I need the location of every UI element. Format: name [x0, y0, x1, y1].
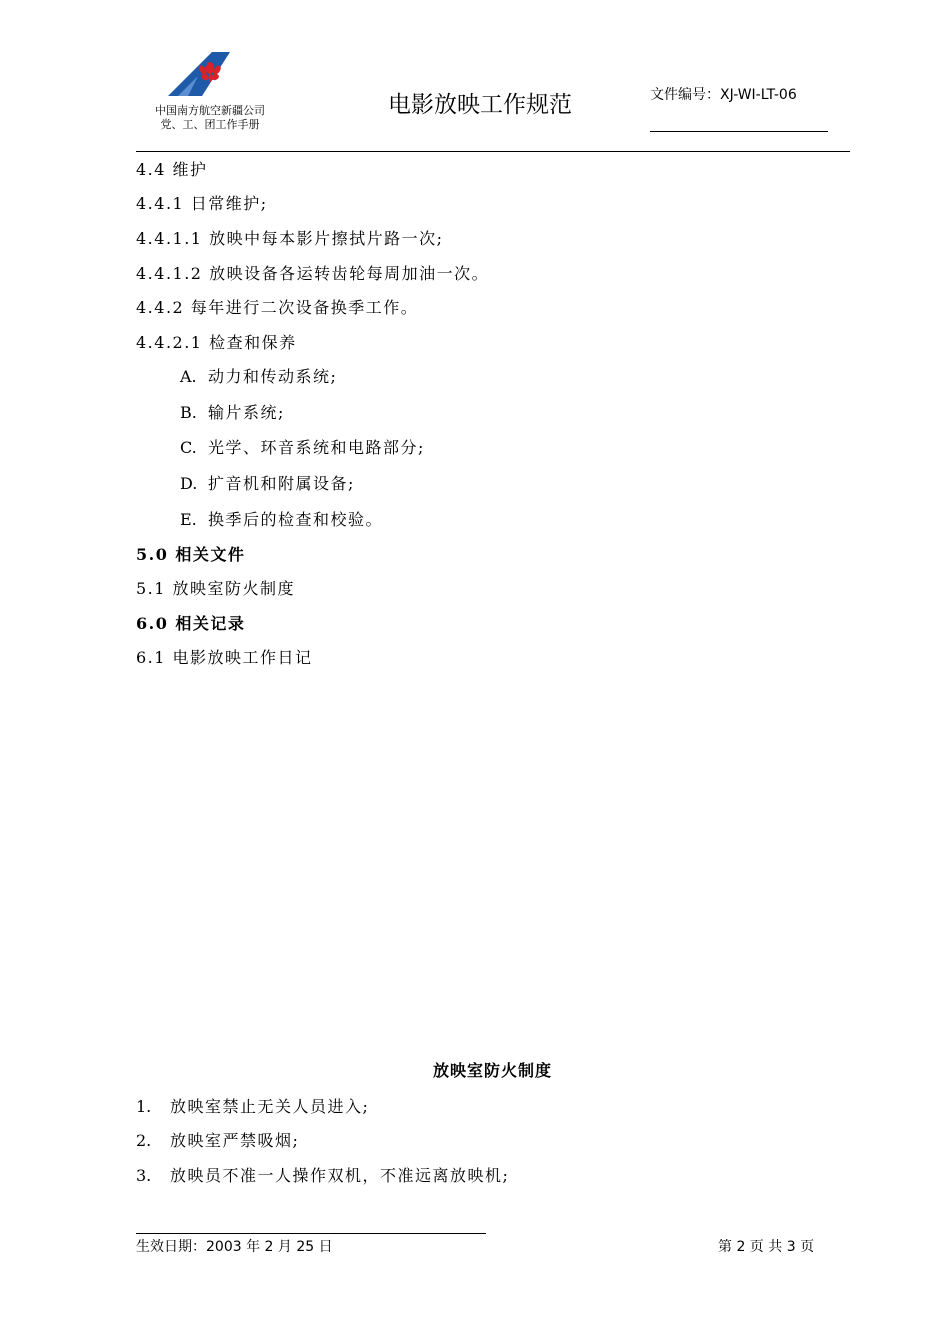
section-6-1: 6.1 电影放映工作日记 — [136, 648, 313, 667]
section-5-heading: 5.0 相关文件 — [136, 545, 246, 564]
company-name — [140, 104, 280, 132]
section-5-1: 5.1 放映室防火制度 — [136, 579, 296, 598]
list-item — [180, 507, 383, 530]
section-4-4-1-1: 4.4.1.1 放映中每本影片擦拭片路一次; — [136, 229, 444, 248]
list-item-key: 1. — [136, 1097, 152, 1116]
effective-date: 生效日期：2003 年 2 月 25 日 — [136, 1239, 333, 1255]
list-item-key: A. — [180, 367, 197, 386]
list-item-key: D. — [180, 474, 198, 493]
list-item — [136, 1163, 509, 1186]
list-item-text: 放映室严禁吸烟; — [170, 1131, 300, 1150]
kapok-flower-tail-logo-icon — [168, 50, 232, 98]
section-4-4-1: 4.4.1 日常维护; — [136, 194, 268, 213]
list-item-text: 放映室禁止无关人员进入; — [170, 1097, 370, 1116]
list-item-key: B. — [180, 403, 197, 422]
document-number-underline — [650, 131, 828, 132]
list-item — [180, 400, 285, 423]
list-item-key: 2. — [136, 1131, 152, 1150]
company-line-2: 党、工、团工作手册 — [160, 118, 260, 131]
list-item-key: 3. — [136, 1166, 152, 1185]
fire-rules-title: 放映室防火制度 — [432, 1061, 552, 1080]
list-item — [180, 435, 425, 458]
page-indicator: 第 2 页 共 3 页 — [718, 1239, 815, 1255]
list-item-text: 输片系统; — [208, 403, 285, 422]
list-item-key: E. — [180, 510, 197, 529]
section-4-4-1-2: 4.4.1.2 放映设备各运转齿轮每周加油一次。 — [136, 264, 490, 283]
footer-divider — [136, 1233, 486, 1234]
list-item — [180, 364, 337, 387]
document-number: 文件编号：XJ-WI-LT-06 — [650, 87, 797, 103]
list-item — [136, 1128, 299, 1151]
list-item — [180, 471, 355, 494]
section-4-4-2-1: 4.4.2.1 检查和保养 — [136, 333, 297, 352]
section-4-4-2: 4.4.2 每年进行二次设备换季工作。 — [136, 298, 419, 317]
document-title: 电影放映工作规范 — [388, 92, 572, 118]
list-item — [136, 1094, 369, 1117]
list-item-text: 动力和传动系统; — [208, 367, 338, 386]
list-item-key: C. — [180, 438, 197, 457]
list-item-text: 扩音机和附属设备; — [208, 474, 355, 493]
company-line-1: 中国南方航空新疆公司 — [155, 104, 265, 117]
section-4-4: 4.4 维护 — [136, 160, 208, 179]
section-6-heading: 6.0 相关记录 — [136, 614, 246, 633]
header-divider — [136, 151, 850, 152]
list-item-text: 光学、环音系统和电路部分; — [208, 438, 425, 457]
list-item-text: 放映员不准一人操作双机，不准远离放映机; — [170, 1166, 510, 1185]
list-item-text: 换季后的检查和校验。 — [208, 510, 384, 529]
